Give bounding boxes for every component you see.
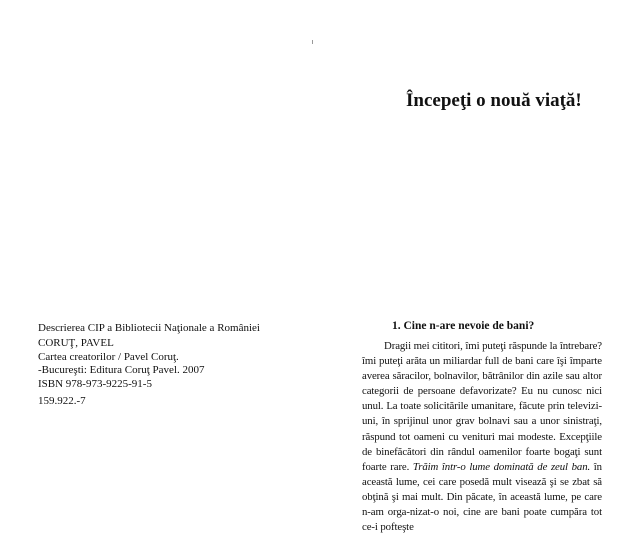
chapter-heading: 1. Cine n-are nevoie de bani? <box>392 320 535 332</box>
cip-publisher: -Bucureşti: Editura Coruţ Pavel. 2007 <box>38 364 205 377</box>
paragraph-italic-text: Trăim într-o lume dominată de zeul ban. <box>412 460 591 473</box>
page-mark <box>312 40 313 44</box>
cip-author: CORUŢ, PAVEL <box>38 337 114 350</box>
cip-heading: Descrierea CIP a Bibliotecii Naţionale a României <box>38 322 260 334</box>
paragraph-text-2: în această lume, cei care posedă mult visează şi se zbat să obţină şi mai mult. Din păcate, în această lume, pe care n-am orga-nizat-o noi, cine are bani poate cumpăra tot ce-i pofteşte <box>362 460 602 534</box>
cip-isbn: ISBN 978-973-9225-91-5 <box>38 377 152 390</box>
cip-classification: 159.922.-7 <box>38 395 86 408</box>
body-paragraph <box>362 339 602 535</box>
cip-title: Cartea creatorilor / Pavel Coruţ. <box>38 350 179 363</box>
left-page <box>0 0 310 508</box>
paragraph-text-1: Dragii mei cititori, îmi puteţi răspunde la întrebare? îmi puteţi arăta un miliardar full de bani care îşi împarte averea săracilor, bolnavilor, bătrânilor din azile sau altor categorii de persoane defavorizate? Eu nu cunosc nici unul. La toate solicitările umanitare, făcute prin televizi-uni, în sprijinul unor grav bolnavi sau a unor sinistraţi, răspund tot oameni cu venituri mai modeste. Excepţiile de binefăcători din rândul oamenilor foarte bogaţi sunt foarte rare. <box>362 340 602 473</box>
book-title: Începeţi o nouă viaţă! <box>406 90 582 111</box>
cip-description <box>38 322 298 408</box>
